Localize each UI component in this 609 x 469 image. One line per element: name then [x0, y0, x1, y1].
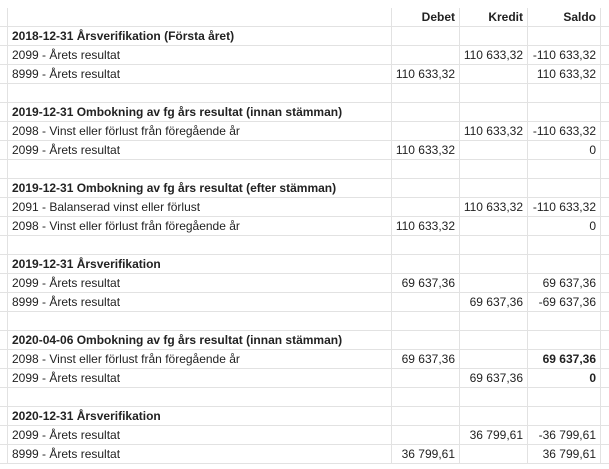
empty-cell[interactable] — [460, 331, 528, 349]
debet-cell[interactable]: 69 637,36 — [392, 350, 460, 368]
section-title-row — [0, 179, 609, 198]
empty-cell[interactable] — [0, 255, 8, 273]
empty-cell[interactable] — [392, 27, 460, 45]
account-cell[interactable]: 2099 - Årets resultat — [8, 46, 392, 64]
account-cell[interactable]: 2098 - Vinst eller förlust från föregående år — [8, 217, 392, 235]
section-title-row — [0, 27, 609, 46]
section-title-row — [0, 255, 609, 274]
empty-cell[interactable] — [601, 350, 609, 368]
empty-cell[interactable] — [460, 27, 528, 45]
entry-row — [0, 350, 609, 369]
kredit-cell[interactable]: 110 633,32 — [460, 46, 528, 64]
empty-cell[interactable] — [0, 407, 8, 425]
empty-cell[interactable] — [0, 198, 8, 216]
empty-cell[interactable] — [460, 179, 528, 197]
empty-cell[interactable] — [0, 445, 8, 463]
empty-cell[interactable] — [392, 255, 460, 273]
empty-cell[interactable] — [0, 369, 8, 387]
kredit-cell[interactable]: 110 633,32 — [460, 122, 528, 140]
section-title-cell[interactable]: 2020-12-31 Årsverifikation — [8, 407, 392, 425]
debet-header[interactable]: Debet — [392, 8, 460, 26]
account-cell[interactable]: 2099 - Årets resultat — [8, 426, 392, 444]
blank-row — [0, 312, 609, 331]
debet-cell[interactable]: 110 633,32 — [392, 217, 460, 235]
debet-cell[interactable] — [392, 198, 460, 216]
empty-cell[interactable] — [601, 445, 609, 463]
empty-cell[interactable] — [601, 312, 609, 330]
empty-cell[interactable] — [0, 388, 8, 406]
empty-cell[interactable] — [0, 426, 8, 444]
empty-cell[interactable] — [528, 103, 601, 121]
section-title-row — [0, 407, 609, 426]
section-title-cell[interactable]: 2019-12-31 Ombokning av fg års resultat (efter stämman) — [8, 179, 392, 197]
empty-cell[interactable] — [528, 388, 601, 406]
kredit-cell[interactable] — [460, 217, 528, 235]
empty-cell[interactable] — [601, 27, 609, 45]
empty-cell[interactable] — [392, 312, 460, 330]
empty-cell[interactable] — [0, 103, 8, 121]
entry-row — [0, 426, 609, 445]
empty-cell[interactable] — [392, 179, 460, 197]
empty-cell[interactable] — [528, 160, 601, 178]
saldo-cell[interactable]: -110 633,32 — [528, 198, 601, 216]
empty-cell[interactable] — [0, 84, 8, 102]
empty-cell[interactable] — [528, 407, 601, 425]
account-cell[interactable]: 2091 - Balanserad vinst eller förlust — [8, 198, 392, 216]
empty-cell[interactable] — [0, 293, 8, 311]
empty-cell[interactable] — [460, 312, 528, 330]
empty-cell[interactable] — [8, 388, 392, 406]
debet-cell[interactable] — [392, 426, 460, 444]
empty-cell[interactable] — [601, 255, 609, 273]
kredit-cell[interactable] — [460, 274, 528, 292]
saldo-cell[interactable]: 0 — [528, 217, 601, 235]
empty-cell[interactable] — [601, 407, 609, 425]
entry-row — [0, 293, 609, 312]
entry-row — [0, 198, 609, 217]
empty-cell[interactable] — [460, 388, 528, 406]
saldo-cell[interactable]: -110 633,32 — [528, 46, 601, 64]
empty-cell[interactable] — [392, 103, 460, 121]
blank-row — [0, 84, 609, 103]
empty-cell[interactable] — [601, 141, 609, 159]
account-cell[interactable]: 2098 - Vinst eller förlust från föregående år — [8, 122, 392, 140]
empty-cell[interactable] — [528, 179, 601, 197]
empty-cell[interactable] — [392, 236, 460, 254]
kredit-cell[interactable]: 69 637,36 — [460, 369, 528, 387]
section-title-cell[interactable]: 2019-12-31 Ombokning av fg års resultat (innan stämman) — [8, 103, 392, 121]
account-cell[interactable]: 2098 - Vinst eller förlust från föregående år — [8, 350, 392, 368]
section-title-cell[interactable]: 2020-04-06 Ombokning av fg års resultat (innan stämman) — [8, 331, 392, 349]
empty-cell[interactable] — [601, 46, 609, 64]
empty-cell[interactable] — [8, 312, 392, 330]
empty-cell[interactable] — [460, 160, 528, 178]
saldo-cell[interactable]: -69 637,36 — [528, 293, 601, 311]
account-cell[interactable]: 8999 - Årets resultat — [8, 293, 392, 311]
entry-row — [0, 122, 609, 141]
kredit-header[interactable]: Kredit — [460, 8, 528, 26]
section-title-cell[interactable]: 2018-12-31 Årsverifikation (Första året) — [8, 27, 392, 45]
empty-cell[interactable] — [460, 236, 528, 254]
empty-cell[interactable] — [0, 46, 8, 64]
empty-cell[interactable] — [0, 65, 8, 83]
account-cell[interactable]: 2099 - Årets resultat — [8, 369, 392, 387]
debet-cell[interactable]: 110 633,32 — [392, 65, 460, 83]
empty-cell[interactable] — [601, 160, 609, 178]
saldo-cell[interactable]: 69 637,36 — [528, 350, 601, 368]
section-title-row — [0, 331, 609, 350]
header-cell[interactable] — [0, 8, 8, 26]
debet-cell[interactable]: 36 799,61 — [392, 445, 460, 463]
kredit-cell[interactable]: 69 637,36 — [460, 293, 528, 311]
debet-cell[interactable]: 69 637,36 — [392, 274, 460, 292]
account-cell[interactable]: 8999 - Årets resultat — [8, 445, 392, 463]
debet-cell[interactable] — [392, 369, 460, 387]
empty-cell[interactable] — [460, 84, 528, 102]
empty-cell[interactable] — [460, 255, 528, 273]
kredit-cell[interactable]: 36 799,61 — [460, 426, 528, 444]
saldo-cell[interactable]: 69 637,36 — [528, 274, 601, 292]
empty-cell[interactable] — [0, 141, 8, 159]
entry-row — [0, 369, 609, 388]
blank-row — [0, 236, 609, 255]
empty-cell[interactable] — [0, 122, 8, 140]
header-cell[interactable] — [601, 8, 609, 26]
empty-cell[interactable] — [0, 179, 8, 197]
empty-cell[interactable] — [601, 198, 609, 216]
blank-row — [0, 388, 609, 407]
empty-cell[interactable] — [528, 236, 601, 254]
empty-cell[interactable] — [601, 236, 609, 254]
debet-cell[interactable] — [392, 122, 460, 140]
empty-cell[interactable] — [392, 407, 460, 425]
empty-cell[interactable] — [601, 65, 609, 83]
empty-cell[interactable] — [0, 217, 8, 235]
kredit-cell[interactable]: 110 633,32 — [460, 198, 528, 216]
section-title-cell[interactable]: 2019-12-31 Årsverifikation — [8, 255, 392, 273]
empty-cell[interactable] — [528, 331, 601, 349]
saldo-cell[interactable]: 0 — [528, 141, 601, 159]
entry-row — [0, 141, 609, 160]
empty-cell[interactable] — [601, 274, 609, 292]
empty-cell[interactable] — [0, 160, 8, 178]
empty-cell[interactable] — [601, 179, 609, 197]
empty-cell[interactable] — [528, 27, 601, 45]
kredit-cell[interactable] — [460, 350, 528, 368]
empty-cell[interactable] — [0, 312, 8, 330]
empty-cell[interactable] — [392, 388, 460, 406]
empty-cell[interactable] — [601, 331, 609, 349]
empty-cell[interactable] — [0, 236, 8, 254]
entry-row — [0, 65, 609, 84]
empty-cell[interactable] — [0, 274, 8, 292]
account-cell[interactable]: 2099 - Årets resultat — [8, 141, 392, 159]
debet-cell[interactable] — [392, 293, 460, 311]
kredit-cell[interactable] — [460, 65, 528, 83]
entry-row — [0, 46, 609, 65]
saldo-cell[interactable]: -110 633,32 — [528, 122, 601, 140]
section-title-row — [0, 103, 609, 122]
kredit-cell[interactable] — [460, 445, 528, 463]
empty-cell[interactable] — [8, 236, 392, 254]
empty-cell[interactable] — [601, 388, 609, 406]
kredit-cell[interactable] — [460, 141, 528, 159]
debet-cell[interactable] — [392, 46, 460, 64]
account-cell[interactable]: 2099 - Årets resultat — [8, 274, 392, 292]
entry-row — [0, 274, 609, 293]
saldo-header[interactable]: Saldo — [528, 8, 601, 26]
empty-cell[interactable] — [601, 103, 609, 121]
saldo-cell[interactable]: -36 799,61 — [528, 426, 601, 444]
empty-cell[interactable] — [392, 84, 460, 102]
empty-cell[interactable] — [8, 84, 392, 102]
header-row — [0, 8, 609, 27]
empty-cell[interactable] — [8, 160, 392, 178]
empty-cell[interactable] — [528, 255, 601, 273]
blank-row — [0, 160, 609, 179]
header-cell[interactable] — [8, 8, 392, 26]
saldo-cell[interactable]: 0 — [528, 369, 601, 387]
empty-cell[interactable] — [601, 217, 609, 235]
empty-cell[interactable] — [0, 350, 8, 368]
empty-cell[interactable] — [460, 103, 528, 121]
empty-cell[interactable] — [0, 331, 8, 349]
empty-cell[interactable] — [601, 293, 609, 311]
empty-cell[interactable] — [0, 27, 8, 45]
debet-cell[interactable]: 110 633,32 — [392, 141, 460, 159]
empty-cell[interactable] — [601, 84, 609, 102]
entry-row — [0, 217, 609, 236]
empty-cell[interactable] — [392, 331, 460, 349]
saldo-cell[interactable]: 36 799,61 — [528, 445, 601, 463]
account-cell[interactable]: 8999 - Årets resultat — [8, 65, 392, 83]
empty-cell[interactable] — [601, 122, 609, 140]
empty-cell[interactable] — [460, 407, 528, 425]
entry-row — [0, 445, 609, 464]
empty-cell[interactable] — [392, 160, 460, 178]
empty-cell[interactable] — [601, 369, 609, 387]
saldo-cell[interactable]: 110 633,32 — [528, 65, 601, 83]
empty-cell[interactable] — [528, 312, 601, 330]
empty-cell[interactable] — [601, 426, 609, 444]
empty-cell[interactable] — [528, 84, 601, 102]
